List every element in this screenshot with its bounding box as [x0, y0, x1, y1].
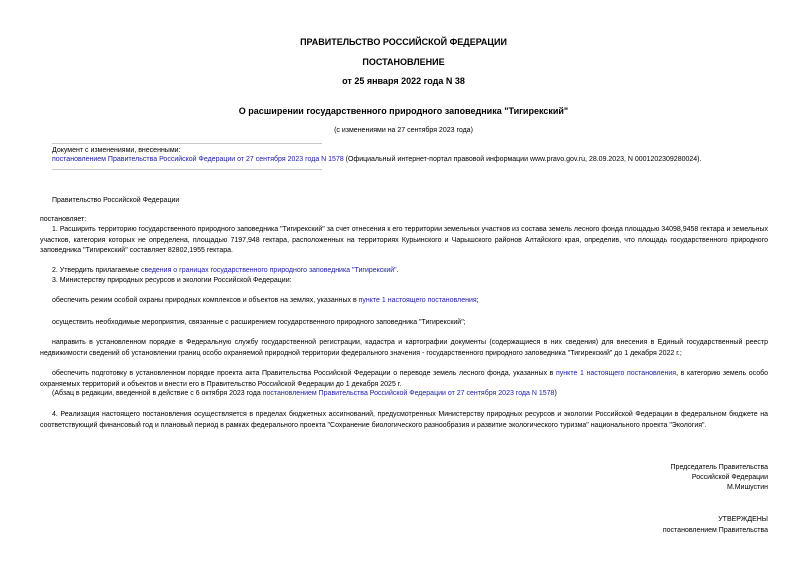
paragraph-3c: направить в установленном порядке в Федеральную службу государственной регистрации, кадастра и картографии документы (содержащиеся в них сведения) для внесения в Единый государственный реестр недвижимости сведений об установлении границ особо охраняемой природной территории федерального значения - государственного природного заповедника "Тигирекский" до 1 декабря 2022 г.;	[40, 339, 768, 357]
paragraph-3: 3. Министерству природных ресурсов и экологии Российской Федерации:	[52, 277, 292, 284]
approval-heading: УТВЕРЖДЕНЫ	[718, 516, 768, 523]
amendment-link-2[interactable]: постановлением Правительства Российской Федерации от 27 сентября 2023 года N 1578	[262, 390, 555, 397]
paragraph-3a: обеспечить режим особой охраны природных комплексов и объектов на землях, указанных в пункте 1 настоящего постановления;	[52, 297, 479, 304]
amendment-link[interactable]: постановлением Правительства Российской Федерации от 27 сентября 2023 года N 1578	[52, 156, 344, 163]
edition-note: (с изменениями на 27 сентября 2023 года)	[334, 127, 473, 134]
paragraph-1: 1. Расширить территорию государственного природного заповедника "Тигирекский" за счет отнесения к его территории земельных участков из состава земель лесного фонда площадью 34098,9458 гектара и земельных участков, категория которых не определена, площадью 7197,948 гектара, расположенных на территориях Курьинского и Чарышского районов Алтайского края, определив, что площадь государственного природного заповедника "Тигирекский" составляет 82802,1955 гектара.	[40, 226, 768, 254]
paragraph-2: 2. Утвердить прилагаемые сведения о границах государственного природного заповедника "Тигирекский".	[52, 267, 399, 274]
date-number-heading: от 25 января 2022 года N 38	[342, 76, 465, 86]
paragraph-3d: обеспечить подготовку в установленном порядке проекта акта Правительства Российской Федерации о переводе земель лесного фонда, указанных в пункте 1 настоящего постановления, в категорию земель особо охраняемых территорий и объектов и внести его в Правительство Российской Федерации до 1 декабря 2025 г.	[40, 370, 769, 388]
signature-title: Председатель Правительства	[670, 464, 768, 471]
decrees-word: постановляет:	[40, 216, 87, 223]
changes-label: Документ с изменениями, внесенными:	[52, 147, 181, 154]
signature-name: М.Мишустин	[726, 484, 768, 491]
paragraph-4: 4. Реализация настоящего постановления осуществляется в пределах бюджетных ассигнований, предусмотренных Министерству природных ресурсов и экологии Российской Федерации в федеральном бюджете на соответствующий финансовый год и плановый период в рамках федерального проекта "Сохранение биологического разнообразия и развитие экологического туризма" национального проекта "Экология".	[40, 411, 768, 429]
changes-source-tail: (Официальный интернет-портал правовой информации www.pravo.gov.ru, 28.09.2023, N 0001202309280024).	[343, 156, 702, 163]
point-1-link[interactable]: пункте 1 настоящего постановления	[358, 297, 477, 304]
point-1-link-2[interactable]: пункте 1 настоящего постановления	[556, 370, 677, 377]
changes-bottom-rule	[52, 169, 322, 170]
approval-subheading: постановлением Правительства	[662, 527, 768, 534]
paragraph-3b: осуществить необходимые мероприятия, связанные с расширением государственного природного заповедника "Тигирекский";	[52, 319, 466, 326]
signature-country: Российской Федерации	[691, 474, 768, 481]
changes-top-rule	[52, 143, 322, 144]
changes-source	[52, 155, 701, 165]
issuer: Правительство Российской Федерации	[52, 197, 180, 204]
paragraph-3d-note: (Абзац в редакции, введенной в действие с 6 октября 2023 года постановлением Правительства Российской Федерации от 27 сентября 2023 года N 1578)	[52, 390, 557, 397]
org-heading: ПРАВИТЕЛЬСТВО РОССИЙСКОЙ ФЕДЕРАЦИИ	[300, 37, 507, 47]
doc-type-heading: ПОСТАНОВЛЕНИЕ	[362, 57, 445, 67]
boundaries-link[interactable]: сведения о границах государственного природного заповедника "Тигирекский"	[140, 267, 397, 274]
document-title: О расширении государственного природного заповедника "Тигирекский"	[238, 106, 569, 116]
